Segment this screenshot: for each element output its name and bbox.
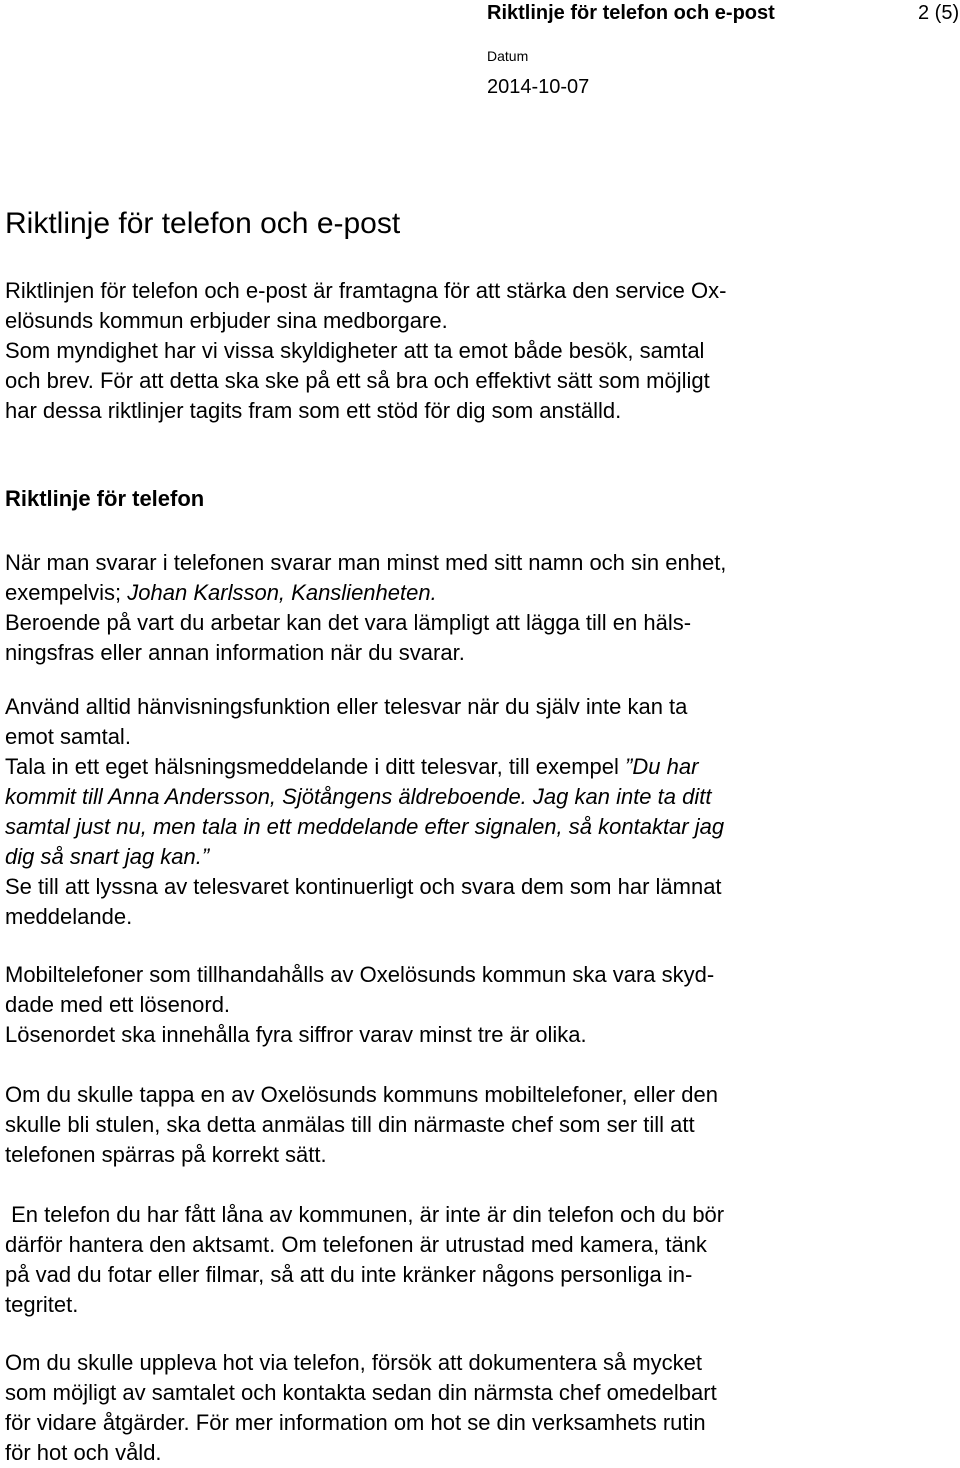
text-segment: exempelvis; (5, 580, 128, 605)
text-line: Se till att lyssna av telesvaret kontinuerligt och svara dem som har lämnat (5, 874, 722, 899)
text-line: Mobiltelefoner som tillhandahålls av Oxelösunds kommun ska vara skyd- (5, 962, 715, 987)
threat-paragraph (5, 1348, 955, 1468)
text-line: skulle bli stulen, ska detta anmälas till din närmaste chef som ser till att (5, 1112, 695, 1137)
text-line: Som myndighet har vi vissa skyldigheter att ta emot både besök, samtal (5, 338, 705, 363)
section-heading: Riktlinje för telefon (5, 486, 205, 511)
text-line: En telefon du har fått låna av kommunen, är inte är din telefon och du bör (5, 1202, 725, 1227)
text-line: har dessa riktlinjer tagits fram som ett stöd för dig som anställd. (5, 398, 622, 423)
header-title: Riktlinje för telefon och e-post (487, 2, 775, 24)
date-value: 2014-10-07 (487, 76, 590, 98)
example-italic: Johan Karlsson, Kanslienheten. (127, 580, 437, 605)
password-paragraph (5, 960, 955, 1050)
text-line: tegritet. (5, 1292, 79, 1317)
example-italic-line: dig så snart jag kan.” (5, 844, 210, 869)
text-line: dade med ett lösenord. (5, 992, 231, 1017)
text-line: på vad du fotar eller filmar, så att du inte kränker någons personliga in- (5, 1262, 693, 1287)
text-line: för hot och våld. (5, 1440, 162, 1465)
text-line: elösunds kommun erbjuder sina medborgare. (5, 308, 448, 333)
text-line: När man svarar i telefonen svarar man minst med sitt namn och sin enhet, (5, 550, 727, 575)
answering-paragraph (5, 548, 955, 668)
text-line: för vidare åtgärder. För mer information om hot se din verksamhets rutin (5, 1410, 706, 1435)
text-segment: Tala in ett eget hälsningsmeddelande i ditt telesvar, till exempel (5, 754, 626, 779)
text-line: Om du skulle tappa en av Oxelösunds kommuns mobiltelefoner, eller den (5, 1082, 718, 1107)
example-italic-line: kommit till Anna Andersson, Sjötångens äldreboende. Jag kan inte ta ditt (5, 784, 712, 809)
text-line: Lösenordet ska innehålla fyra siffror varav minst tre är olika. (5, 1022, 587, 1047)
borrowed-phone-paragraph (5, 1200, 955, 1320)
text-line: meddelande. (5, 904, 133, 929)
voicemail-paragraph (5, 692, 955, 932)
text-line: Om du skulle uppleva hot via telefon, försök att dokumentera så mycket (5, 1350, 703, 1375)
date-label: Datum (487, 48, 529, 64)
text-line (5, 752, 955, 782)
text-line (5, 578, 955, 608)
text-line: ningsfras eller annan information när du svarar. (5, 640, 465, 665)
text-line: telefonen spärras på korrekt sätt. (5, 1142, 327, 1167)
text-line: Använd alltid hänvisningsfunktion eller telesvar när du själv inte kan ta (5, 694, 688, 719)
text-line: som möjligt av samtalet och kontakta sedan din närmsta chef omedelbart (5, 1380, 717, 1405)
example-italic-line: samtal just nu, men tala in ett meddelande efter signalen, så kontaktar jag (5, 814, 725, 839)
document-title: Riktlinje för telefon och e-post (5, 207, 401, 240)
text-line: därför hantera den aktsamt. Om telefonen är utrustad med kamera, tänk (5, 1232, 707, 1257)
page-number: 2 (5) (918, 2, 960, 24)
text-line: Beroende på vart du arbetar kan det vara lämpligt att lägga till en häls- (5, 610, 692, 635)
text-line: och brev. För att detta ska ske på ett så bra och effektivt sätt som möjligt (5, 368, 710, 393)
example-italic: ”Du har (625, 754, 699, 779)
text-line: Riktlinjen för telefon och e-post är framtagna för att stärka den service Ox- (5, 278, 727, 303)
text-line: emot samtal. (5, 724, 131, 749)
lost-phone-paragraph (5, 1080, 955, 1170)
intro-paragraph (5, 276, 955, 426)
